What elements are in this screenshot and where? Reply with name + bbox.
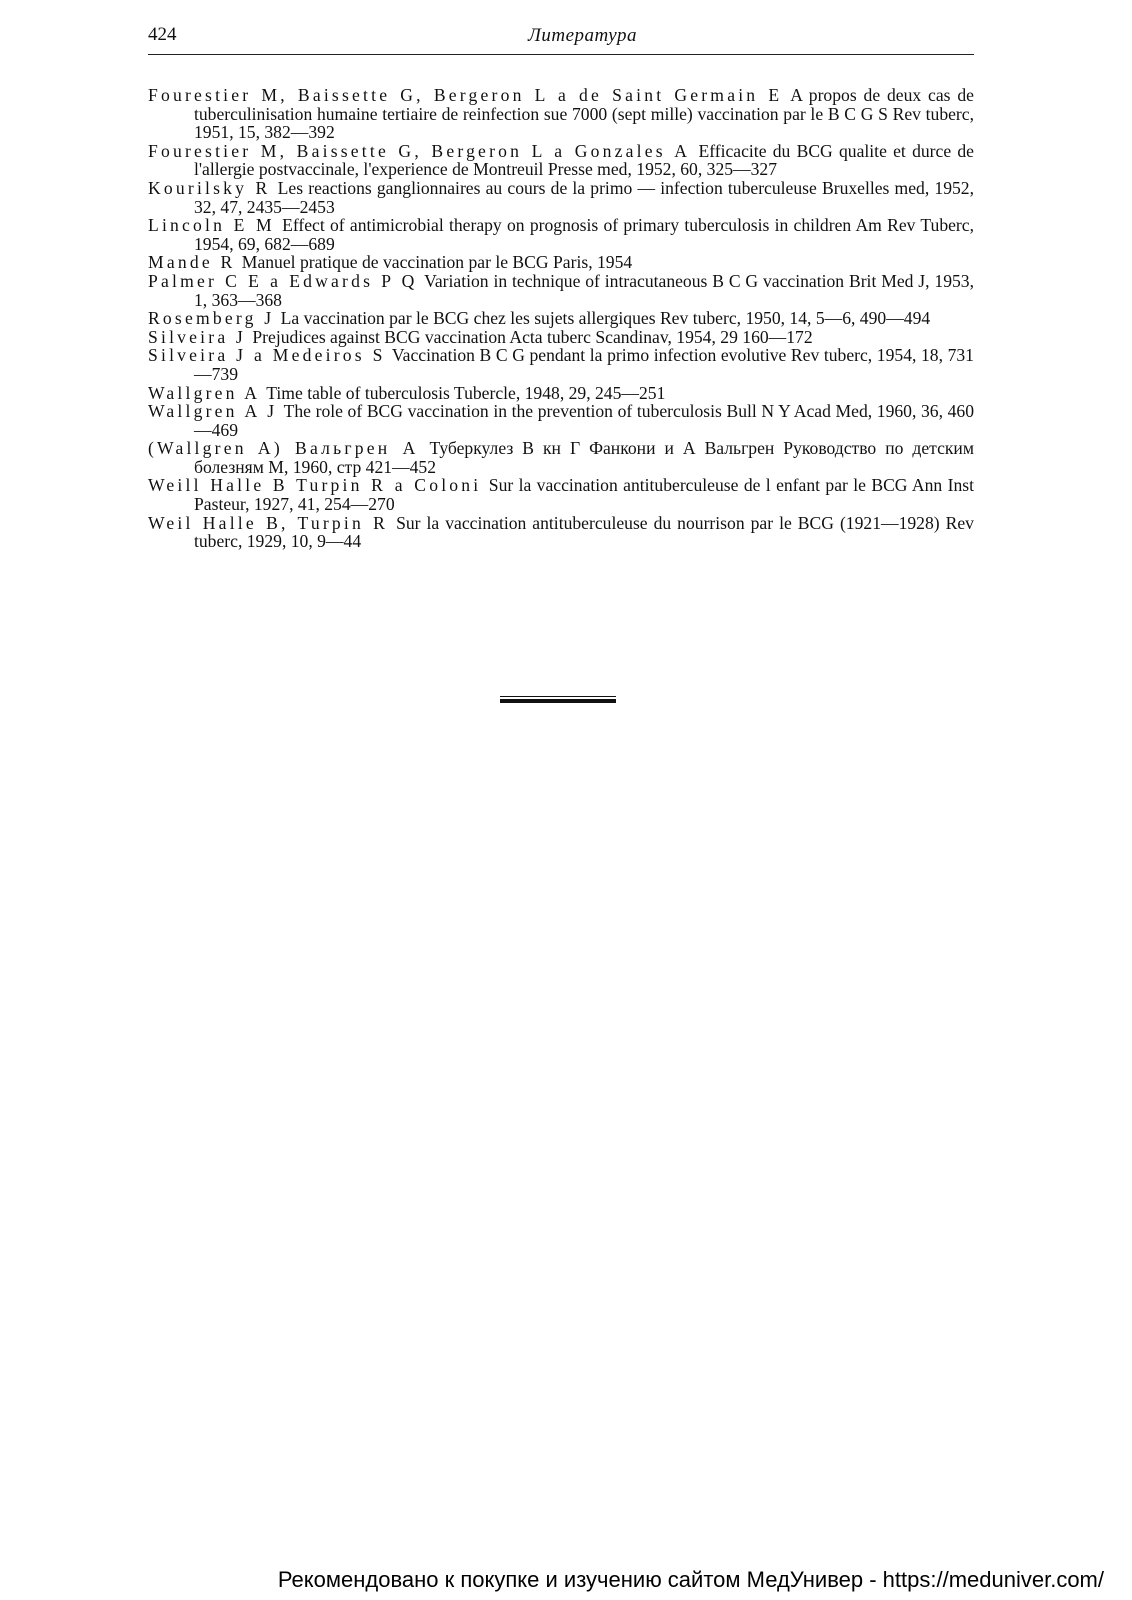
reference-item	[148, 346, 974, 383]
reference-item	[148, 179, 974, 216]
reference-text: Vaccination B C G pendant la primo infection evolutive Rev tuberc, 1954, 18, 731—739	[194, 345, 974, 384]
end-ornament-rule	[500, 696, 616, 703]
reference-text: Sur la vaccination antituberculeuse de l enfant par le BCG Ann Inst Pasteur, 1927, 41, 254—270	[194, 475, 974, 515]
reference-text: Sur la vaccination antituberculeuse du nourrison par le BCG (1921—1928) Rev tuberc, 1929, 10, 9—44	[194, 512, 974, 552]
reference-author: Rosemberg J	[148, 308, 275, 329]
reference-item	[148, 142, 974, 179]
reference-item	[148, 309, 974, 328]
reference-text: La vaccination par le BCG chez les sujets allergiques Rev tuberc, 1950, 14, 5—6, 490—494	[280, 308, 931, 329]
reference-author: Fourestier M, Baissette G, Bergeron L a de Saint Germain E	[148, 85, 783, 105]
reference-author: Fourestier M, Baissette G, Bergeron L a Gonzales A	[148, 140, 691, 161]
reference-item	[148, 272, 974, 309]
reference-author: Silveira J a Medeiros S	[148, 345, 386, 366]
reference-item	[148, 402, 974, 439]
reference-text: Manuel pratique de vaccination par le BCG Paris, 1954	[241, 252, 633, 273]
end-rule-thin	[500, 696, 616, 697]
reference-list	[148, 86, 974, 551]
footer-recommendation: Рекомендовано к покупке и изучению сайтом МедУнивер - https://meduniver.com/	[277, 1567, 1104, 1592]
reference-text: Time table of tuberculosis Tubercle, 1948, 29, 245—251	[266, 382, 666, 403]
reference-text: A propos de deux cas de tuberculinisation humaine tertiaire de reinfection sue 7000 (sept mille) vaccination par le B C G S Rev tuberc, 1951, 15, 382—392	[194, 85, 974, 143]
reference-item	[148, 439, 974, 476]
reference-author: Weil Halle B, Turpin R	[148, 512, 389, 533]
reference-text: Les reactions ganglionnaires au cours de la primo — infection tuberculeuse Bruxelles med, 1952, 32, 47, 2435—2453	[194, 177, 974, 217]
reference-author: (Wallgren A) Вальгрен А	[148, 438, 419, 459]
reference-text: The role of BCG vaccination in the prevention of tuberculosis Bull N Y Acad Med, 1960, 36, 460—469	[194, 401, 974, 440]
reference-item	[148, 86, 974, 142]
reference-item	[148, 328, 974, 347]
reference-author: Mande R	[148, 252, 236, 273]
header-rule	[148, 54, 974, 55]
reference-item	[148, 253, 974, 272]
reference-author: Wallgren A	[148, 382, 261, 403]
running-title: Литература	[528, 25, 637, 46]
reference-item	[148, 384, 974, 403]
reference-item	[148, 476, 974, 513]
end-rule-thick	[500, 699, 616, 703]
reference-text: Variation in technique of intracutaneous B C G vaccination Brit Med J, 1953, 1, 363—368	[194, 270, 975, 310]
reference-author: Palmer C E a Edwards P Q	[148, 270, 418, 291]
page-number: 424	[148, 24, 177, 45]
reference-item	[148, 514, 974, 551]
reference-item	[148, 216, 974, 253]
reference-text: Effect of antimicrobial therapy on prognosis of primary tuberculosis in children Am Rev Tuberc, 1954, 69, 682—689	[194, 215, 974, 254]
reference-text: Prejudices against BCG vaccination Acta tuberc Scandinav, 1954, 29 160—172	[252, 326, 813, 347]
page-header	[148, 24, 974, 54]
reference-author: Wallgren A J	[148, 401, 278, 422]
reference-text: Туберкулез В кн Г Фанкони и А Вальгрен Руководство по детским болезням М, 1960, стр 421—452	[194, 438, 974, 477]
reference-author: Kourilsky R	[148, 177, 271, 198]
reference-author: Silveira J	[148, 326, 246, 347]
reference-author: Lincoln E M	[148, 215, 275, 236]
reference-author: Weill Halle B Turpin R a Coloni	[148, 475, 482, 496]
reference-text: Efficacite du BCG qualite et durce de l'allergie postvaccinale, l'experience de Montreuil Presse med, 1952, 60, 325—327	[194, 140, 974, 180]
